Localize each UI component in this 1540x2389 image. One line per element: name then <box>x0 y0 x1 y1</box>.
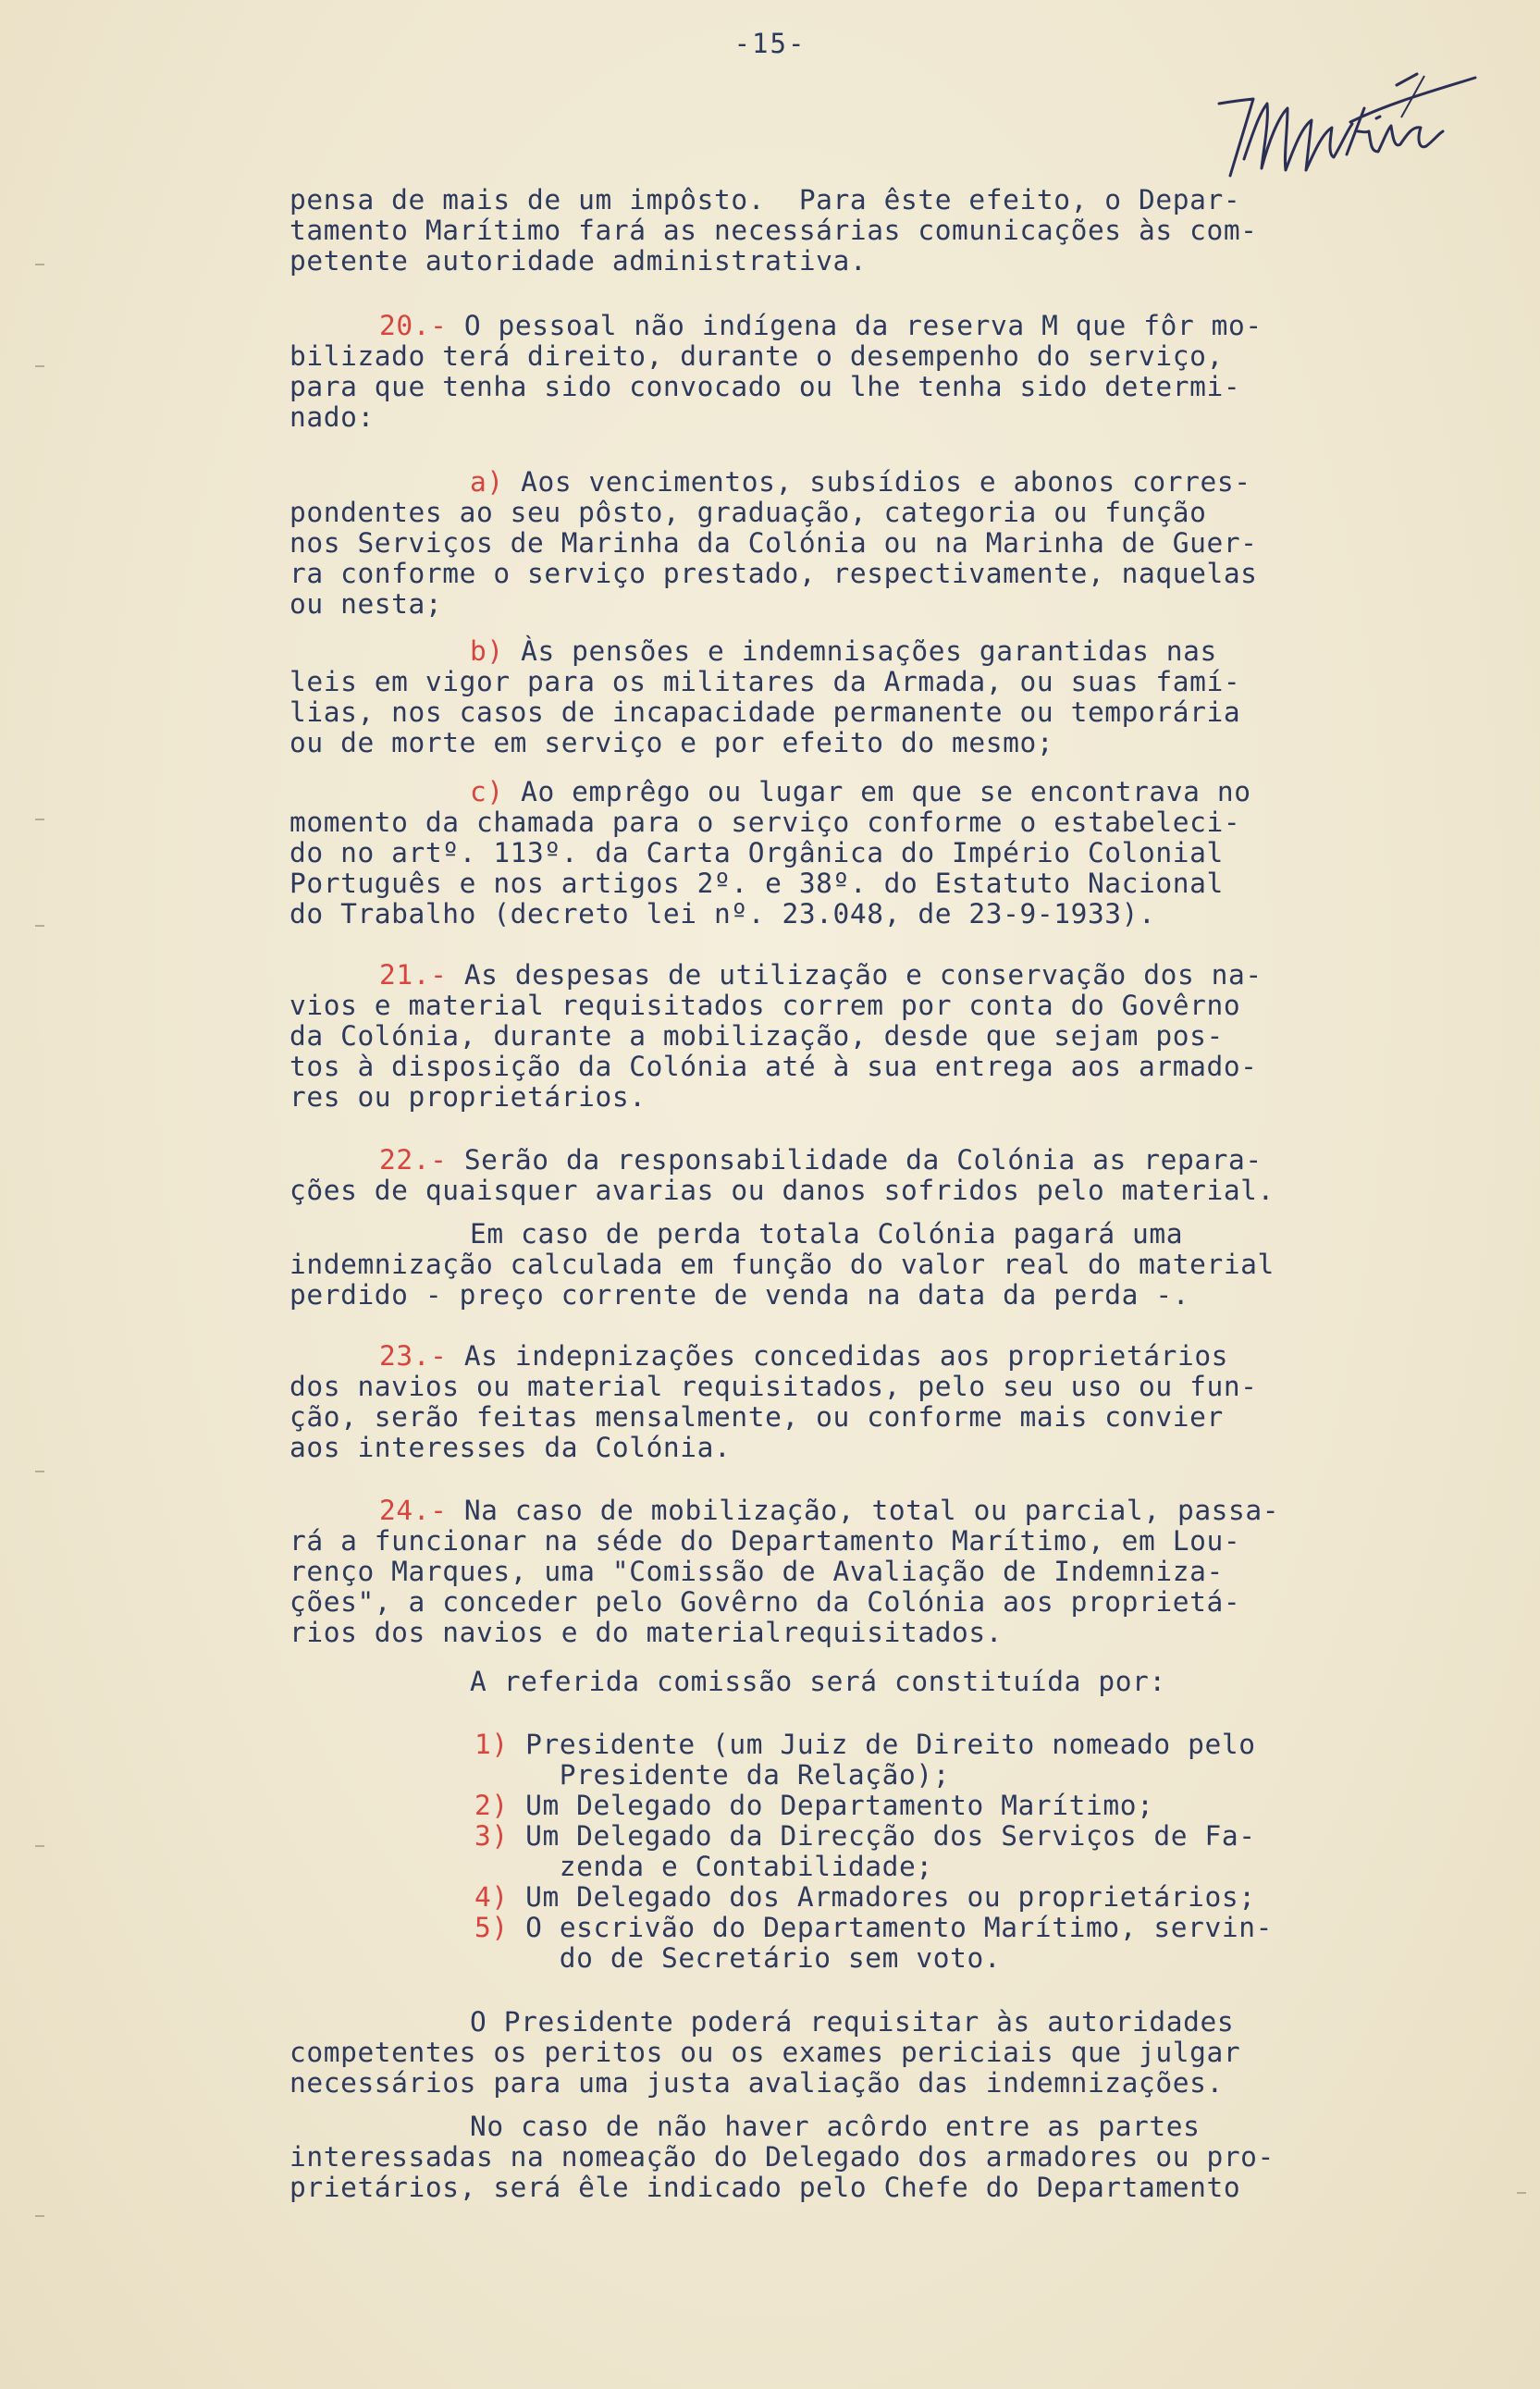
text-line: Na caso de mobilização, total ou parcial, passa- <box>447 1495 1280 1526</box>
clause-number: 20.- <box>379 310 448 341</box>
text-line: aos interesses da Colónia. <box>290 1432 732 1463</box>
clause-number: 24.- <box>379 1495 448 1526</box>
item-marker: b) <box>470 635 504 667</box>
text-line: Aos vencimentos, subsídios e abonos corres- <box>503 466 1251 498</box>
text-line: competentes os peritos ou os exames periciais que julgar <box>290 2037 1241 2068</box>
text-line: Um Delegado do Departamento Marítimo; <box>508 1790 1154 1821</box>
clause-number: 21.- <box>379 959 448 991</box>
clause-24 <box>290 1496 1381 1648</box>
text-line: No caso de não haver acôrdo entre as partes <box>470 2111 1201 2142</box>
paper-edge-mark <box>35 819 44 820</box>
clause-20-a <box>290 467 1381 620</box>
text-line: O escrivão do Departamento Marítimo, servin- <box>508 1912 1273 1943</box>
text-line: O pessoal não indígena da reserva M que fôr mo- <box>447 310 1263 341</box>
paper-edge-mark <box>35 1845 44 1847</box>
text-line: nado: <box>290 401 375 433</box>
text-line: interessadas na nomeação do Delegado dos armadores ou pro- <box>290 2141 1275 2173</box>
text-line: renço Marques, uma "Comissão de Avaliação de Indemniza- <box>290 1556 1224 1587</box>
text-line: ou nesta; <box>290 588 443 620</box>
item-marker: 4) <box>474 1881 509 1913</box>
text-line: Presidente da Relação); <box>474 1759 951 1791</box>
commission-member-4 <box>474 1882 1381 1913</box>
item-marker: a) <box>470 466 504 498</box>
commission-intro <box>290 1667 1381 1697</box>
clause-number: 22.- <box>379 1144 448 1176</box>
text-line: momento da chamada para o serviço conforme o estabeleci- <box>290 807 1241 838</box>
text-line: ções de quaisquer avarias ou danos sofridos pelo material. <box>290 1175 1275 1206</box>
text-line: pensa de mais de um impôsto. Para êste efeito, o Depar- <box>290 184 1241 216</box>
text-line: Serão da responsabilidade da Colónia as repara- <box>447 1144 1263 1176</box>
text-line: perdido - preço corrente de venda na data da perda -. <box>290 1279 1190 1311</box>
commission-member-1 <box>474 1730 1381 1791</box>
text-line: dos navios ou material requisitados, pelo seu uso ou fun- <box>290 1371 1258 1402</box>
clause-20 <box>290 311 1381 433</box>
text-line: rá a funcionar na séde do Departamento Marítimo, em Lou- <box>290 1525 1241 1557</box>
commission-member-2 <box>474 1791 1381 1821</box>
text-line: prietários, será êle indicado pelo Chefe do Departamento <box>290 2172 1241 2203</box>
text-line: Um Delegado dos Armadores ou proprietários; <box>508 1881 1256 1913</box>
text-line: Um Delegado da Direcção dos Serviços de Fa- <box>508 1820 1256 1852</box>
clause-23 <box>290 1341 1381 1463</box>
text-line: Português e nos artigos 2º. e 38º. do Estatuto Nacional <box>290 868 1224 899</box>
paper-edge-mark <box>35 365 44 367</box>
paper-edge-mark <box>35 2215 44 2217</box>
commission-member-5 <box>474 1913 1381 1974</box>
paragraph-president <box>290 2007 1381 2099</box>
text-line: Ao emprêgo ou lugar em que se encontrava no <box>503 776 1251 807</box>
text-line: tamento Marítimo fará as necessárias comunicações às com- <box>290 215 1258 246</box>
text-line: zenda e Contabilidade; <box>474 1851 933 1882</box>
paper-edge-mark <box>35 1471 44 1472</box>
paper-edge-mark <box>35 925 44 927</box>
item-marker: 5) <box>474 1912 509 1943</box>
text-line: pondentes ao seu pôsto, graduação, categoria ou função <box>290 497 1207 528</box>
text-line: A referida comissão será constituída por: <box>470 1666 1166 1697</box>
text-line: rios dos navios e do materialrequisitados. <box>290 1617 1004 1648</box>
paper-edge-mark <box>1517 2192 1526 2194</box>
text-line: do no artº. 113º. da Carta Orgânica do Império Colonial <box>290 837 1224 868</box>
text-line: lias, nos casos de incapacidade permanente ou temporária <box>290 696 1241 728</box>
text-line: petente autoridade administrativa. <box>290 245 868 277</box>
text-line: O Presidente poderá requisitar às autoridades <box>470 2006 1235 2038</box>
text-line: para que tenha sido convocado ou lhe tenha sido determi- <box>290 371 1241 402</box>
text-line: leis em vigor para os militares da Armada, ou suas famí- <box>290 666 1241 697</box>
clause-21 <box>290 960 1381 1113</box>
text-line: vios e material requisitados correm por conta do Govêrno <box>290 990 1241 1021</box>
text-line: do de Secretário sem voto. <box>474 1942 1002 1974</box>
clause-20-b <box>290 636 1381 758</box>
text-line: necessários para uma justa avaliação das indemnizações. <box>290 2067 1224 2099</box>
paper-edge-mark <box>35 264 44 265</box>
text-line: ção, serão feitas mensalmente, ou conforme mais convier <box>290 1401 1224 1433</box>
text-line: bilizado terá direito, durante o desempenho do serviço, <box>290 340 1224 372</box>
text-line: res ou proprietários. <box>290 1081 647 1113</box>
clause-number: 23.- <box>379 1340 448 1372</box>
text-line: ou de morte em serviço e por efeito do mesmo; <box>290 727 1054 758</box>
item-marker: 2) <box>474 1790 509 1821</box>
paragraph-continuation <box>290 185 1381 277</box>
text-line: ções", a conceder pelo Govêrno da Colónia aos proprietá- <box>290 1586 1241 1618</box>
text-line: Em caso de perda totala Colónia pagará uma <box>470 1218 1184 1250</box>
text-line: As indepnizações concedidas aos proprietários <box>447 1340 1229 1372</box>
paragraph-no-agreement <box>290 2112 1381 2203</box>
text-line: tos à disposição da Colónia até à sua entrega aos armado- <box>290 1051 1258 1082</box>
clause-22-continued <box>290 1219 1381 1311</box>
commission-member-3 <box>474 1821 1381 1882</box>
item-marker: 3) <box>474 1820 509 1852</box>
text-line: do Trabalho (decreto lei nº. 23.048, de 23-9-1933). <box>290 898 1156 930</box>
text-line: indemnização calculada em função do valor real do material <box>290 1249 1275 1280</box>
text-line: Presidente (um Juiz de Direito nomeado pelo <box>508 1729 1256 1760</box>
text-line: As despesas de utilização e conservação dos na- <box>447 959 1263 991</box>
page-number: -15- <box>733 28 807 59</box>
item-marker: c) <box>470 776 504 807</box>
text-line: nos Serviços de Marinha da Colónia ou na Marinha de Guer- <box>290 527 1258 559</box>
text-line: ra conforme o serviço prestado, respectivamente, naquelas <box>290 558 1258 589</box>
text-line: da Colónia, durante a mobilização, desde que sejam pos- <box>290 1020 1224 1052</box>
text-line: Às pensões e indemnisações garantidas nas <box>503 635 1217 667</box>
item-marker: 1) <box>474 1729 509 1760</box>
clause-20-c <box>290 777 1381 930</box>
clause-22 <box>290 1145 1381 1206</box>
